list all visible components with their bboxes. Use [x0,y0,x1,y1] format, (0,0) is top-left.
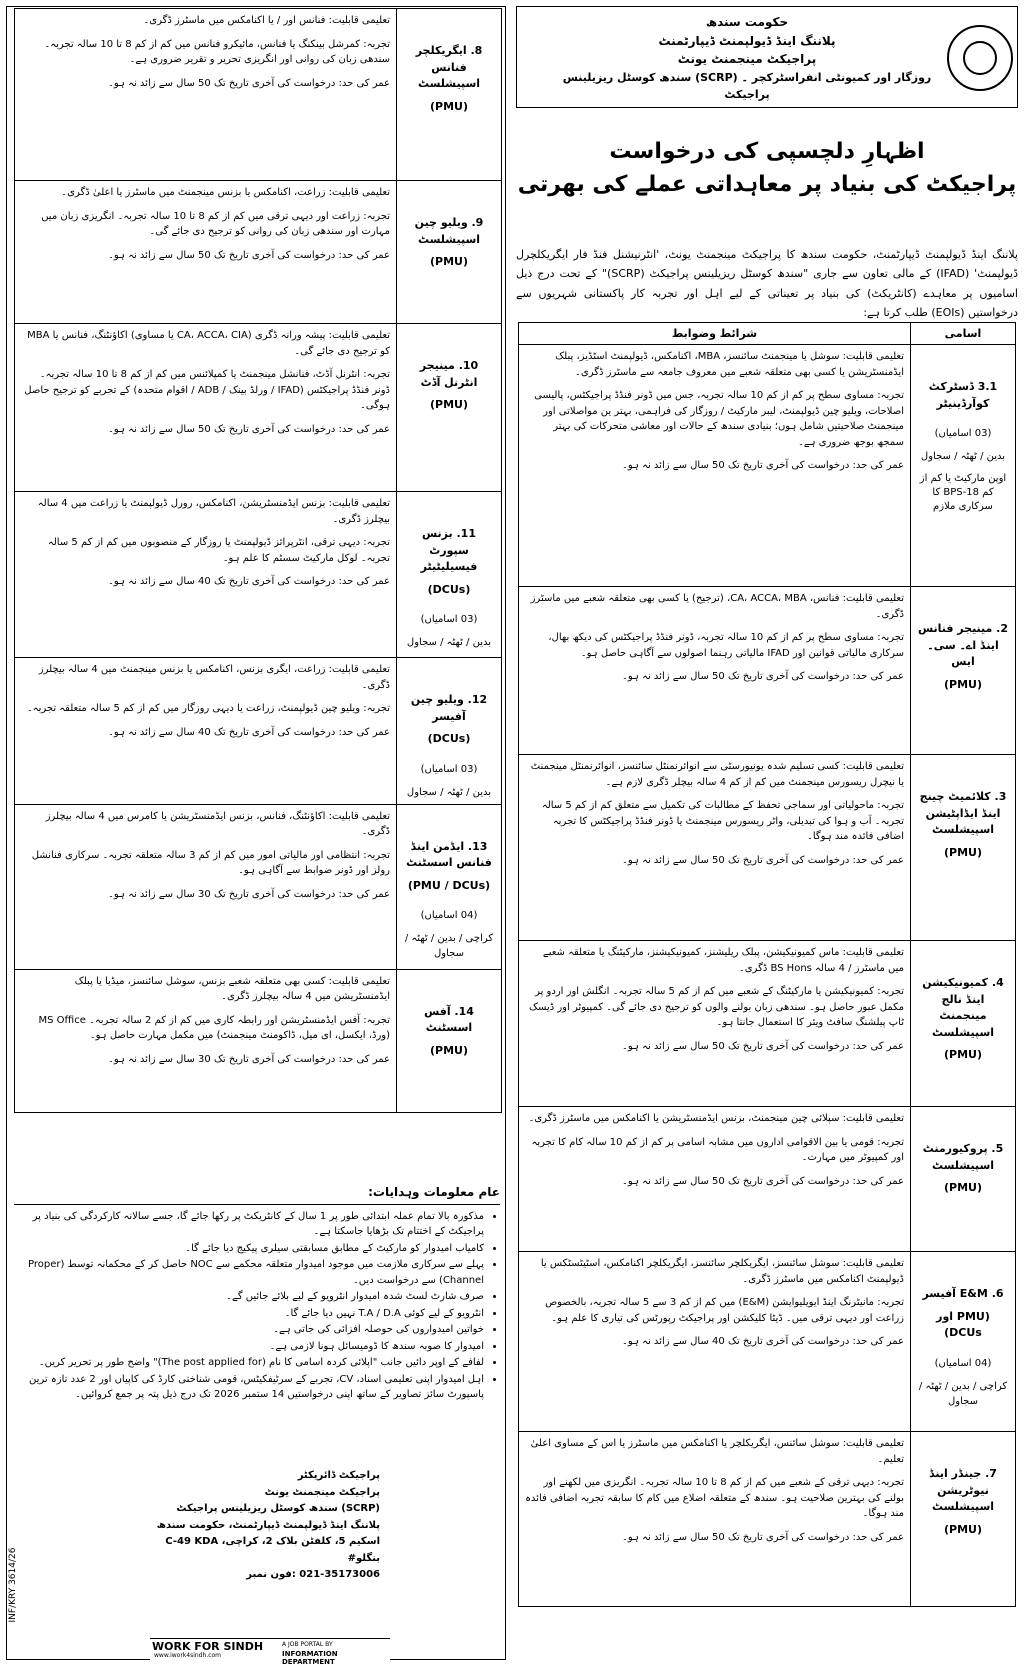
job-education: تعلیمی قابلیت: بزنس ایڈمنسٹریشن، اکنامکس، رورل ڈیولپمنٹ یا زراعت میں 4 سالہ بیچلرز ڈگری۔ [37,498,390,525]
job-vacancy-count: (03 اسامیاں) [934,428,992,439]
right-jobs-table-wrap [518,322,1016,1607]
intro-paragraph: پلاننگ اینڈ ڈیولپمنٹ ڈیپارٹمنٹ، حکومت سندھ کا پراجیکٹ مینجمنٹ یونٹ، 'انٹرنیشنل فنڈ فار ایگریکلچرل ڈیولپمنٹ' (IFAD) کے مالی تعاون سے جاری "سندھ کوسٹل ریزیلینس پراجیکٹ (SCRP)" کے تحت درج ذیل اسامیوں پر معاہدے (کانٹریکٹ) کی بنیاد پر تعیناتی کے لیے اہل اور تجربہ کار پاکستانی شہریوں سے درخواستیں (EOIs) طلب کرتا ہے: [516,248,1018,319]
job-education: تعلیمی قابلیت: پیشہ ورانہ ڈگری (CA، ACCA، CIA یا مساوی) اکاؤنٹنگ، فنانس یا MBA کو ترجیح دی جائے گی۔ [27,330,390,357]
job-experience: تجربہ: زراعت اور دیہی ترقی میں کم از کم 8 تا 10 سالہ تجربہ۔ انگریزی زبان میں مہارت اور سندھی زبان کی روانی کو ترجیح دی جائے گی۔ [41,210,390,237]
job-education: تعلیمی قابلیت: سوشل سائنسز، ایگریکلچر سائنسز، ایگریکلچر اکنامکس، اسٹیٹسٹکس یا ڈیولپمنٹ اکنامکس میں ماسٹرز ڈگری۔ [540,1258,904,1285]
job-unit: (DCUs) [427,582,471,596]
general-info-item: • اہل امیدوار اپنی تعلیمی اسناد، CV، تجربے کے سرٹیفکیٹس، قومی شناختی کارڈ کی کاپیاں اور 2 عدد تازہ ترین پاسپورٹ سائز تصاویر کے ساتھ اپنی درخواستیں 14 ستمبر 2026 تک درج ذیل پتہ پر جمع کروائیں۔ [14,1372,484,1403]
job-unit: (PMU) [429,1043,468,1057]
job-experience: تجربہ: دیہی ترقی، انٹرپرائز ڈیولپمنٹ یا روزگار کے منصوبوں میں کم از کم 5 سالہ تجربہ۔ لوکل مارکیٹ سسٹم کا علم ہو۔ [47,537,390,564]
job-experience: تجربہ: کمرشل بینکنگ یا فنانس، مائیکرو فنانس میں کم از کم 8 تا 10 سالہ تجربہ۔ سندھی زبان کی روانی اور انگریزی تحریر و تقریر ضروری ہے۔ [44,38,390,65]
work-for-sindh-text: WORK FOR SINDH [152,1640,264,1653]
ad-title-line-1: اظہارِ دلچسپی کی درخواست [609,139,925,164]
job-post-cell [911,755,1016,941]
left-jobs-table-wrap [14,8,502,1113]
job-post-cell [397,969,502,1112]
job-conditions-cell [519,1252,911,1432]
job-conditions-cell [519,587,911,755]
job-vacancy-count: (04 اسامیاں) [420,910,478,921]
job-title: 3. کلائمیٹ چینج اینڈ ایڈاپٹیشن اسپیشلسٹ [919,790,1007,836]
job-vacancy-count: (04 اسامیاں) [934,1357,992,1369]
job-title: 12. ویلیو چین آفیسر [410,693,488,723]
job-unit: (PMU) [429,398,468,411]
job-title: 9. ویلیو چین اسپیشلسٹ [414,216,484,246]
job-unit: (PMU) [943,1048,982,1061]
job-unit: (PMU) [943,1522,982,1536]
job-education: تعلیمی قابلیت: سوشل یا مینجمنٹ سائنسز، MBA، اکنامکس، ڈیولپمنٹ اسٹڈیز، پبلک ایڈمنسٹریشن یا کسی بھی متعلقہ شعبے میں معروف جامعہ سے ماسٹرز ڈگری۔ [555,351,904,378]
job-eligibility-note: اوپن مارکیٹ یا کم از کم BPS-18 کا سرکاری ملازم [919,473,1007,512]
job-post-cell [911,1252,1016,1432]
job-locations: بدین / ٹھٹہ / سجاول [406,786,492,798]
job-title: 11. بزنس سپورٹ فیسیلیٹیٹر [420,527,478,573]
job-education: تعلیمی قابلیت: کسی بھی متعلقہ شعبے بزنس، سوشل سائنسز، میڈیا یا پبلک ایڈمنسٹریشن میں 4 سالہ بیچلرز ڈگری۔ [74,975,390,1002]
job-education: تعلیمی قابلیت: سپلائی چین مینجمنٹ، بزنس ایڈمنسٹریشن یا اکنامکس میں ماسٹرز ڈگری۔ [528,1113,904,1124]
job-conditions-cell [519,1432,911,1607]
job-education: تعلیمی قابلیت: کسی تسلیم شدہ یونیورسٹی سے انوائرنمنٹل سائنسز، انوائرنمنٹل مینجمنٹ یا نیچرل ریسورس مینجمنٹ میں کم از کم 4 سالہ بیچلر ڈگری لازم ہے۔ [530,761,904,788]
job-locations: کراچی / بدین / ٹھٹہ / سجاول [404,933,494,959]
job-post-cell [397,804,502,969]
job-row [15,804,502,969]
address-line-3: (SCRP) سندھ کوسٹل ریزیلینس پراجیکٹ [176,1503,380,1514]
job-age-limit: عمر کی حد: درخواست کی آخری تاریخ تک 50 سال سے زائد نہ ہو۔ [108,77,390,89]
job-title: 4. کمیونیکیشن اینڈ نالج مینجمنٹ اسپیشلسٹ [922,976,1004,1039]
job-title: 10. مینیجر انٹرنل آڈٹ [419,359,479,389]
job-unit: (PMU) [943,1181,982,1194]
general-info-item: • پہلے سے سرکاری ملازمت میں موجود امیدوار متعلقہ محکمے سے NOC حاصل کر کے محکمانہ توسط (Proper Channel) سے درخواست دیں۔ [14,1257,484,1288]
work-for-sindh-url: www.iwork4sindh.com [154,1652,222,1659]
header-govt: حکومت سندھ [705,15,789,29]
job-experience: تجربہ: مانیٹرنگ اینڈ ایویلیوایشن (E&M) میں کم از کم 3 سے 5 سالہ تجربہ، بالخصوص زراعت اور دیہی ترقی میں۔ ڈیٹا کلیکشن اور پراجیکٹ رپورٹس کی تیاری کا علم ہو۔ [545,1297,904,1324]
job-post-cell [911,1432,1016,1607]
address-line-2: پراجیکٹ مینجمنٹ یونٹ [264,1486,380,1498]
job-row [15,658,502,805]
job-experience: تجربہ: مساوی سطح پر کم از کم 10 سالہ تجربہ، جس میں ڈونر فنڈڈ پراجیکٹس، پالیسی اصلاحات، ویلیو چین ڈیولپمنٹ، لیبر مارکیٹ / روزگار کی فراہمی، بہتر ین مواصلاتی اور مینجمنٹ صلاحیتیں شامل ہوں؛ بنیادی سندھ کے حالات اور معاشی متحرکات کی بہتر سمجھ بوجھ ضروری ہے۔ [534,390,904,448]
job-age-limit: عمر کی حد: درخواست کی آخری تاریخ تک 50 سال سے زائد نہ ہو۔ [622,854,904,866]
job-conditions-cell [519,345,911,587]
job-age-limit: عمر کی حد: درخواست کی آخری تاریخ تک 50 سال سے زائد نہ ہو۔ [622,1175,904,1187]
work-for-sindh-logo [150,1638,390,1666]
job-unit: (DCUs) [427,732,471,745]
job-age-limit: عمر کی حد: درخواست کی آخری تاریخ تک 30 سال سے زائد نہ ہو۔ [108,1053,390,1065]
job-age-limit: عمر کی حد: درخواست کی آخری تاریخ تک 40 سال سے زائد نہ ہو۔ [108,726,390,738]
job-post-cell [911,587,1016,755]
job-post-cell [911,1107,1016,1252]
job-vacancy-count: (03 اسامیاں) [420,763,478,775]
general-info-item: • صرف شارٹ لسٹ شدہ امیدوار انٹرویو کے لیے بلائے جائیں گے۔ [14,1289,484,1305]
general-info-heading: عام معلومات وہدایات: [14,1183,500,1205]
job-row [519,345,1016,587]
job-title: 7. جینڈر اینڈ نیوٹریشن اسپیشلسٹ [929,1467,997,1513]
job-row [15,324,502,492]
job-experience: تجربہ: دیہی ترقی کے شعبے میں کم از کم 8 تا 10 سالہ تجربہ۔ انگریزی میں لکھنے اور بولنے کی بہترین صلاحیت ہو۔ سندھ کے متعلقہ اضلاع میں کام کا سابقہ تجربہ اضافی فائدہ مند ہوگا۔ [525,1477,904,1519]
job-conditions-cell [15,181,397,324]
job-education: تعلیمی قابلیت: فنانس اور / یا اکنامکس میں ماسٹرز ڈگری۔ [143,15,390,26]
job-experience: تجربہ: کمیونیکیشن یا مارکیٹنگ کے شعبے میں کم از کم 5 سالہ تجربہ۔ انگلش اور اردو پر مکمل عبور حاصل ہو۔ سندھی زبان بولنے والوں کو ترجیح دی جائے گی۔ کمپیوٹر اور ڈیسک ٹاپ پبلشنگ سافٹ ویئر کا استعمال جانتا ہو۔ [529,986,904,1028]
job-row [15,181,502,324]
job-education: تعلیمی قابلیت: فنانس، CA، ACCA، MBA، (ترجیح) یا کسی بھی متعلقہ شعبے میں ماسٹرز ڈگری۔ [530,593,904,620]
job-conditions-cell [15,492,397,658]
ad-title-line-2: پراجیکٹ کی بنیاد پر معاہداتی عملے کی بھرتی [517,172,1017,197]
job-row [15,969,502,1112]
portal-line-1: A JOB PORTAL BY [282,1641,333,1648]
job-row [519,1107,1016,1252]
address-block [150,1468,380,1584]
job-locations: بدین / ٹھٹہ / سجاول [920,451,1006,462]
job-unit: (PMU) [943,845,982,859]
job-title: 3.1 ڈسٹرکٹ کوآرڈینیٹر [928,380,998,410]
job-age-limit: عمر کی حد: درخواست کی آخری تاریخ تک 50 سال سے زائد نہ ہو۔ [622,460,904,471]
job-post-cell [397,658,502,805]
job-unit: (PMU) [943,677,982,691]
left-jobs-table [14,8,502,1113]
job-title: 2. مینیجر فنانس اینڈ اے۔ سی۔ ایس [917,622,1009,668]
general-info-item: • مذکورہ بالا تمام عملہ ابتدائی طور پر 1 سال کے کانٹریکٹ پر رکھا جائے گا، جسے سالانہ کارکردگی کی بنیاد پر پراجیکٹ کے اختتام تک بڑھایا جاسکتا ہے۔ [14,1209,484,1240]
general-info-item: • انٹرویو کے لیے کوئی T.A / D.A نہیں دیا جائے گا۔ [14,1306,484,1322]
job-conditions-cell [519,1107,911,1252]
job-education: تعلیمی قابلیت: سوشل سائنس، ایگریکلچر یا اکنامکس میں ماسٹرز یا اس کے مساوی اعلیٰ تعلیم۔ [530,1438,904,1465]
job-unit: (PMU اور DCUs) [936,1309,990,1339]
job-locations: کراچی / بدین / ٹھٹہ / سجاول [918,1380,1008,1407]
job-age-limit: عمر کی حد: درخواست کی آخری تاریخ تک 40 سال سے زائد نہ ہو۔ [108,576,390,587]
general-info [14,1183,500,1404]
job-row [15,9,502,181]
job-age-limit: عمر کی حد: درخواست کی آخری تاریخ تک 50 سال سے زائد نہ ہو۔ [622,1040,904,1052]
job-experience: تجربہ: ماحولیاتی اور سماجی تحفظ کے مطالبات کی تکمیل سے متعلق کم از کم 5 سالہ تجربہ۔ آب و ہوا کی تبدیلی، واٹر ریسورس مینجمنٹ یا ڈونر فنڈڈ پراجیکٹس کا تجربہ اضافی فائدہ مند ہوگا۔ [541,800,904,842]
job-experience: تجربہ: انتظامی اور مالیاتی امور میں کم از کم 3 سالہ متعلقہ تجربہ۔ سرکاری فنانشل رولز اور ڈونر ضوابط سے آگاہی ہو۔ [31,849,390,876]
job-age-limit: عمر کی حد: درخواست کی آخری تاریخ تک 50 سال سے زائد نہ ہو۔ [622,1531,904,1543]
ad-reference-number: INF/KRY 3614/26 [8,1547,18,1623]
job-conditions-cell [15,658,397,805]
ad-title [516,135,1018,201]
address-line-6: 021-35173006 :فون نمبر [246,1569,380,1580]
header-pmu: پراجیکٹ مینجمنٹ یونٹ [677,52,817,67]
job-title: 14. آفس اسسٹنٹ [424,1004,474,1034]
job-title: 13. ایڈمن اینڈ فنانس اسسٹنٹ [406,839,492,869]
job-post-cell [911,941,1016,1107]
right-jobs-table [518,322,1016,1607]
job-unit: (PMU / DCUs) [407,878,491,892]
sindh-government-emblem [947,25,1013,91]
general-info-item: • کامیاب امیدوار کو مارکیٹ کے مطابق مسابقتی سیلری پیکیج دیا جائے گا۔ [14,1241,484,1257]
job-conditions-cell [15,969,397,1112]
job-age-limit: عمر کی حد: درخواست کی آخری تاریخ تک 50 سال سے زائد نہ ہو۔ [108,249,390,261]
header-department: پلاننگ اینڈ ڈیولپمنٹ ڈیپارٹمنٹ [658,33,836,48]
address-line-4: پلاننگ اینڈ ڈیولپمنٹ ڈیپارٹمنٹ، حکومت سندھ [156,1519,380,1531]
job-conditions-cell [15,804,397,969]
job-row [519,755,1016,941]
job-row [15,492,502,658]
job-post-cell [397,9,502,181]
job-locations: بدین / ٹھٹہ / سجاول [406,637,492,648]
header-project: روزگار اور کمیونٹی انفراسٹرکچر ۔ (SCRP) سندھ کوسٹل ریزیلینس پراجیکٹ [562,70,932,101]
job-row [519,941,1016,1107]
job-education: تعلیمی قابلیت: ماس کمیونیکیشن، پبلک ریلیشنز، کمیونیکیشنز، مارکیٹنگ یا متعلقہ شعبے میں ماسٹرز / 4 سالہ BS Hons ڈگری۔ [542,947,904,974]
job-row [519,1252,1016,1432]
job-row [519,587,1016,755]
job-post-cell [397,181,502,324]
job-vacancy-count: (03 اسامیاں) [420,614,478,625]
job-unit: (PMU) [429,255,468,268]
job-title: 8. ایگریکلچر فنانس اسپیشلسٹ [415,44,483,90]
job-title: 5. پروکیورمنٹ اسپیشلسٹ [922,1142,1004,1172]
general-info-item: • امیدوار کا صوبہ سندھ کا ڈومیسائل ہونا لازمی ہے۔ [14,1339,484,1355]
job-education: تعلیمی قابلیت: زراعت، اکنامکس یا بزنس مینجمنٹ میں ماسٹرز یا اعلیٰ ڈگری۔ [61,187,390,198]
job-age-limit: عمر کی حد: درخواست کی آخری تاریخ تک 30 سال سے زائد نہ ہو۔ [108,888,390,900]
job-conditions-cell [519,941,911,1107]
job-title: 6. E&M آفیسر [922,1287,1004,1300]
job-age-limit: عمر کی حد: درخواست کی آخری تاریخ تک 40 سال سے زائد نہ ہو۔ [622,1336,904,1347]
header-post: اسامی [911,323,1016,345]
job-conditions-cell [15,324,397,492]
job-experience: تجربہ: انٹرنل آڈٹ، فنانشل مینجمنٹ یا کمپلائنس میں کم از کم 8 تا 10 سالہ تجربہ۔ ڈونر فنڈڈ پراجیکٹس (IFAD / ورلڈ بینک / ADB / اقوام متحدہ) کے تجربے کو ترجیح حاصل ہوگی۔ [24,369,390,411]
general-info-item: • خواتین امیدواروں کی حوصلہ افزائی کی جاتی ہے۔ [14,1322,484,1338]
job-education: تعلیمی قابلیت: اکاؤنٹنگ، فنانس، بزنس ایڈمنسٹریشن یا کامرس میں 4 سالہ بیچلرز ڈگری۔ [45,810,390,837]
header-conditions: شرائط وضوابط [519,323,911,345]
job-age-limit: عمر کی حد: درخواست کی آخری تاریخ تک 50 سال سے زائد نہ ہو۔ [108,423,390,435]
job-conditions-cell [15,9,397,181]
general-info-list [14,1209,500,1403]
address-line-5: اسکیم 5، کلفٹن بلاک 2، کراچی، C-49 KDA بنگلو# [165,1536,380,1564]
address-line-1: پراجیکٹ ڈائریکٹر [297,1470,380,1481]
job-age-limit: عمر کی حد: درخواست کی آخری تاریخ تک 50 سال سے زائد نہ ہو۔ [622,671,904,682]
job-unit: (PMU) [429,99,468,113]
job-experience: تجربہ: ویلیو چین ڈیولپمنٹ، زراعت یا دیہی روزگار میں کم از کم 5 سالہ متعلقہ تجربہ۔ [26,703,390,714]
job-experience: تجربہ: مساوی سطح پر کم از کم 10 سالہ تجربہ، ڈونر فنڈڈ پراجیکٹس کی دیکھ بھال، سرکاری مالیاتی قوانین اور IFAD مالیاتی رہنما اصولوں سے آگاہی حاصل ہو۔ [548,632,904,659]
job-experience: تجربہ: قومی یا بین الاقوامی اداروں میں مشابہ اسامی پر کم از کم 10 سالہ کام کا تجربہ اور کمپیوٹر میں مہارت۔ [531,1136,904,1163]
general-info-item: • لفافے کے اوپر دائیں جانب "اپلائی کردہ اسامی کا نام (The post applied for)" واضح طور پر تحریر کریں۔ [14,1355,484,1371]
job-post-cell [397,324,502,492]
job-conditions-cell [519,755,911,941]
portal-line-2: INFORMATION DEPARTMENT [282,1650,338,1666]
job-experience: تجربہ: آفس ایڈمنسٹریشن اور رابطہ کاری میں کم از کم 2 سالہ تجربہ۔ MS Office (ورڈ، ایکسل، ای میل، ڈاکومنٹ مینجمنٹ) میں مکمل مہارت حاصل ہو۔ [38,1014,390,1041]
job-row [519,1432,1016,1607]
job-post-cell [911,345,1016,587]
header-box [516,6,1018,108]
job-education: تعلیمی قابلیت: زراعت، ایگری بزنس، اکنامکس یا بزنس مینجمنٹ میں 4 سالہ بیچلرز ڈگری۔ [38,664,390,691]
job-post-cell [397,492,502,658]
